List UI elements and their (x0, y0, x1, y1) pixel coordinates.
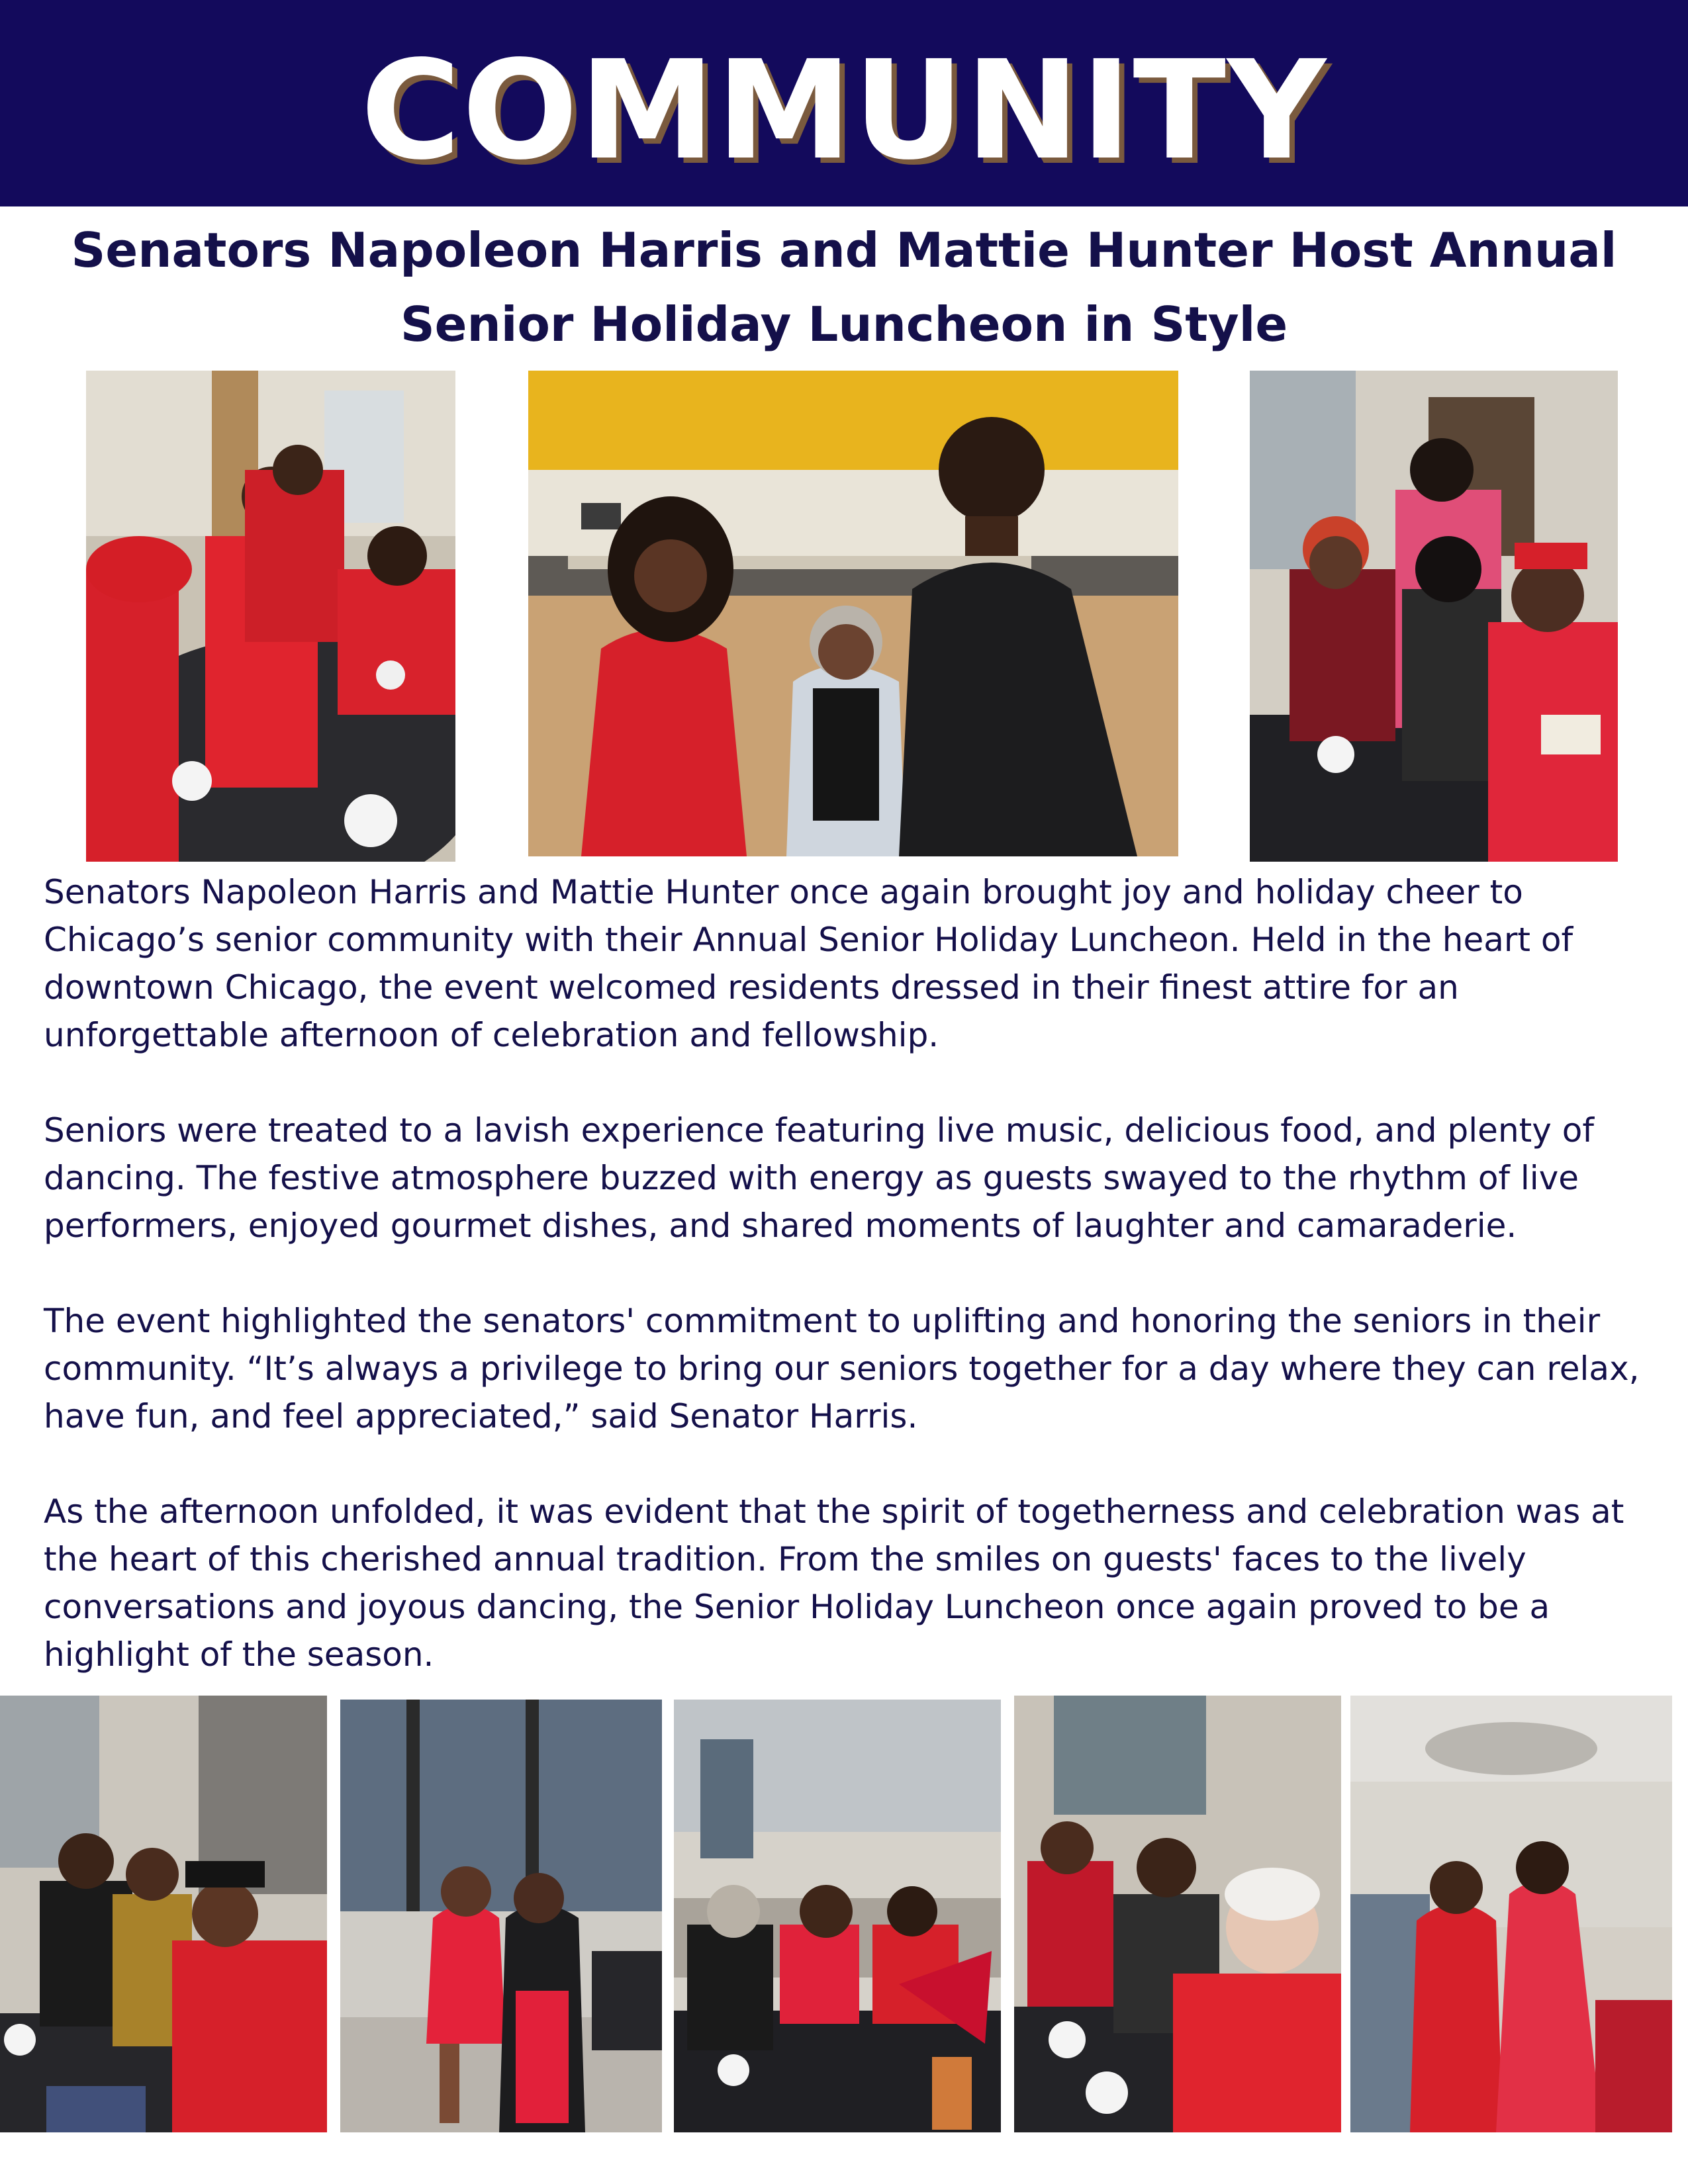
photo-guests-at-table (86, 371, 455, 862)
photo-senators-with-guest (528, 371, 1178, 856)
photo-two-ladies-in-red (1350, 1696, 1672, 2132)
photo-seated-trio (0, 1696, 327, 2132)
headline-line-1: Senators Napoleon Harris and Mattie Hunter Host Annual (71, 222, 1617, 278)
article-paragraph: The event highlighted the senators' commitment to uplifting and honoring the seniors in their community. “It’s always a privilege to bring our seniors together for a day where they can relax, have fun, and feel appreciated,” said Senator Harris. (44, 1302, 1640, 1435)
photo-seated-seniors (1014, 1696, 1341, 2132)
article-headline (26, 213, 1662, 361)
header-banner (0, 0, 1688, 206)
photo-table-guests (674, 1700, 1001, 2132)
article-paragraph: Seniors were treated to a lavish experience featuring live music, delicious food, and plenty of dancing. The festive atmosphere buzzed with energy as guests swayed to the rhythm of live performers, enjoyed gourmet dishes, and shared moments of laughter and camaraderie. (44, 1111, 1594, 1245)
article-paragraph: As the afternoon unfolded, it was evident that the spirit of togetherness and celebration was at the heart of this cherished annual tradition. From the smiles on guests' faces to the lively conversations and joyous dancing, the Senior Holiday Luncheon once again proved to be a highlight of the season. (44, 1492, 1624, 1674)
photo-two-ladies-standing (340, 1700, 662, 2132)
article-paragraph: Senators Napoleon Harris and Mattie Hunter once again brought joy and holiday cheer to Chicago’s senior community with their Annual Senior Holiday Luncheon. Held in the heart of downtown Chicago, the event welcomed residents dressed in their finest attire for an unforgettable afternoon of celebration and fellowship. (44, 873, 1573, 1054)
article-body (44, 868, 1652, 1678)
photo-ladies-in-red (1250, 371, 1618, 862)
section-title: COMMUNITY (360, 31, 1328, 190)
headline-line-2: Senior Holiday Luncheon in Style (400, 296, 1288, 352)
